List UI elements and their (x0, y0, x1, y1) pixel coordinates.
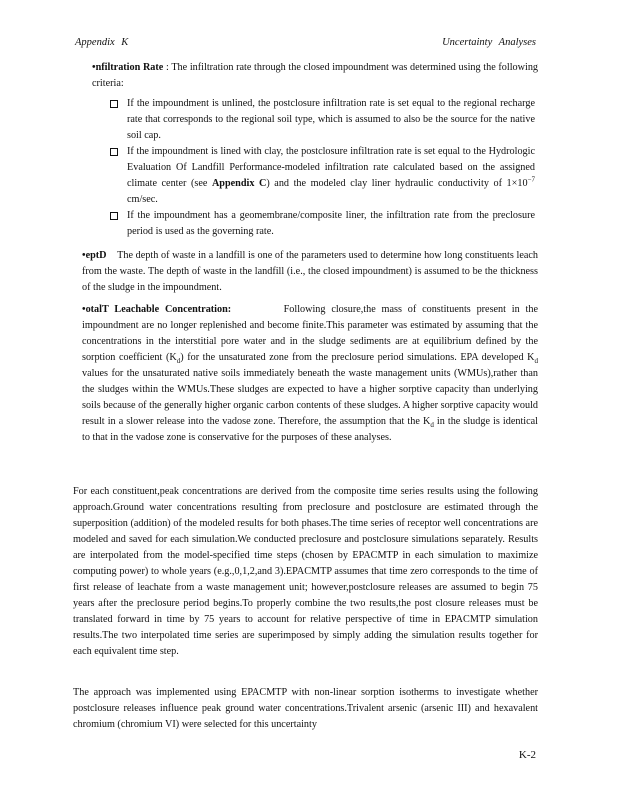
criterion-text: If the impoundment is lined with clay, the postclosure infiltration rate is set equal to the Hydrologic Evaluation Of Landfill Performance-modeled infiltration rate calculated based on the assigned climate center (see (127, 145, 535, 189)
appendix-reference: Appendix C (211, 177, 267, 189)
page-number: K-2 (518, 749, 536, 761)
leachable-text: ) for the unsaturated zone from the preclosure period simulations. EPA developed K (180, 351, 535, 363)
checkbox-bullet-icon (110, 148, 118, 156)
depth-text: The depth of waste in a landfill is one of the parameters used to determine how long constituents leach from the waste. The depth of waste in the landfill (i.e., the closed impoundment) is assumed to be the thickness of the sludge in the impoundment. (82, 250, 538, 293)
infiltration-rate-paragraph (92, 60, 538, 92)
depth-term: •eptD (82, 250, 107, 261)
depth-paragraph (82, 248, 538, 296)
leachable-concentration-paragraph (82, 302, 538, 446)
unit-text: cm/sec. (127, 193, 158, 205)
list-item (110, 96, 535, 144)
leachable-text: in the sludge is identical to that in the vadose zone is conservative for the purposes of these analyses. (82, 415, 538, 443)
infiltration-rate-term: •nfiltration Rate (92, 62, 164, 73)
criterion-text: If the impoundment has a geomembrane/composite liner, the infiltration rate from the preclosure period is used as the governing rate. (127, 209, 535, 237)
subscript: d (534, 356, 538, 365)
infiltration-rate-lead: : The infiltration rate through the closed impoundment was determined using the following criteria: (92, 62, 539, 89)
header-section-title: Uncertainty Analyses (442, 37, 536, 48)
criterion-text-continued: ) and the modeled clay liner hydraulic conductivity of 1×10 (266, 177, 528, 189)
criterion-text: If the impoundment is unlined, the postclosure infiltration rate is set equal to the regional recharge rate that corresponds to the regional soil type, which is assumed to also be the source for the native soil cap. (127, 98, 535, 141)
leachable-text: Following closure,the mass of constituents present in the impoundment are no longer replenished and become finite.This parameter was estimated by assuming that the concentrations in the interstitial pore water and in the sludge sediments are at equilibrium defined by the sorption coefficient (K (82, 304, 539, 363)
list-item (110, 208, 535, 240)
checkbox-bullet-icon (110, 212, 118, 220)
body-paragraph-approach: The approach was implemented using EPACMTP with non-linear sorption isotherms to investigate whether postclosure releases influence peak ground water concentrations.Trivalent arsenic (arsenic III) and hexavalent chromium (chromium VI) were selected for this uncertainty (73, 687, 538, 730)
body-paragraph-superposition: For each constituent,peak concentrations are derived from the composite time series results using the following approach.Ground water concentrations resulting from preclosure and postclosure are estimated through the superposition (addition) of the modeled results for both phases.The time series of receptor well concentrations are modeled and saved for each simulation.We conducted preclosure and postclosure simulations separately. Results are interpolated from the model-specified time steps (chosen by EPACMTP in each simulation to maximize computing power) to whole years (e.g.,0,1,2,and 3).EPACMTP assumes that time zero corresponds to the time of first release of leachate from a waste management unit; however,postclosure releases are assumed to begin 75 years after the preclosure period begins.To properly combine the two results,the post closure releases must be translated forward in time by 75 years to account for relative perspective of time in EPACMTP simulation results.The two interpolated time series are superimposed by simply adding the simulation results together for each equivalent time step. (73, 486, 538, 657)
header-appendix-label: Appendix K (75, 37, 129, 48)
list-item (110, 144, 535, 208)
leachable-text: values for the unsaturated native soils immediately beneath the waste management units (WMUs),rather than the sludges within the WMUs.These sludges are expected to have a higher sorptive capacity than underlying soils because of the generally higher organic carbon contents of these sludges. A higher sorptive capacity would result in a slower release into the vadose zone. Therefore, the assumption that the K (82, 367, 538, 427)
subscript: d (430, 420, 434, 429)
leachable-term: •otalT Leachable Concentration: (82, 304, 232, 315)
exponent: −7 (527, 175, 536, 184)
checkbox-bullet-icon (110, 100, 118, 108)
subscript: d (176, 356, 181, 365)
infiltration-criteria-list (110, 96, 535, 240)
